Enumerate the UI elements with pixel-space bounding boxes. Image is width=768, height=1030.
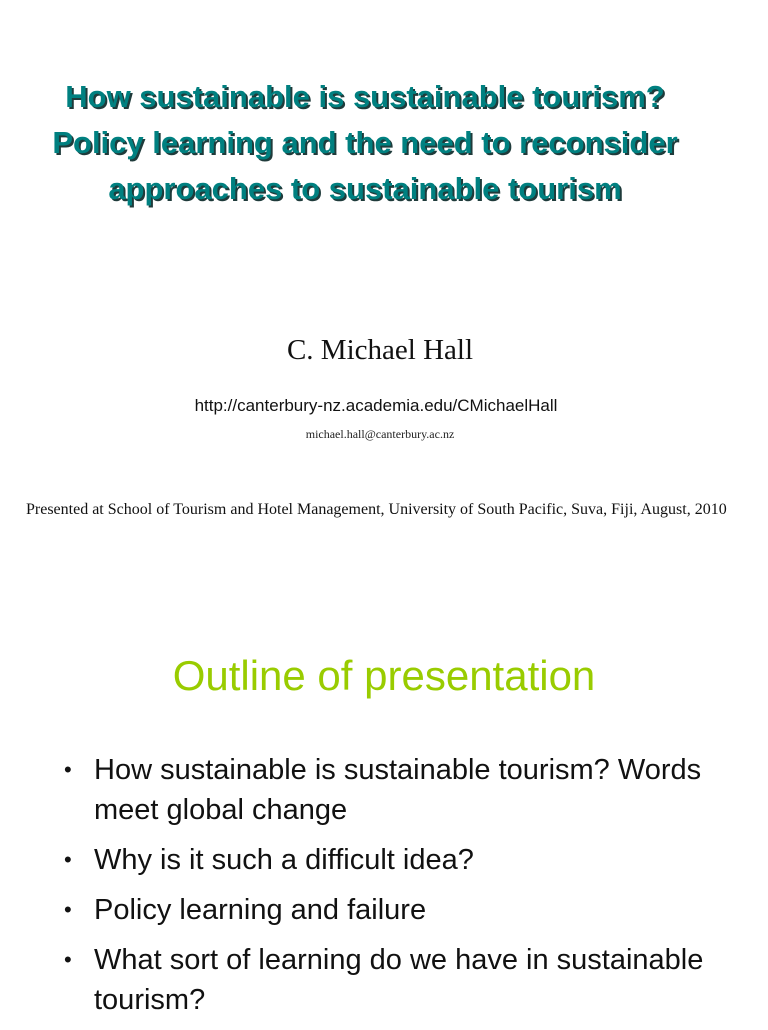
outline-list — [62, 750, 742, 1030]
presentation-title: How sustainable is sustainable tourism? Policy learning and the need to reconsider approaches to sustainable tourism — [52, 79, 678, 206]
list-item — [62, 890, 742, 930]
outline-slide — [0, 600, 768, 1024]
author-email[interactable]: michael.hall@canterbury.ac.nz — [305, 427, 455, 441]
list-item — [62, 940, 742, 1020]
list-item — [62, 840, 742, 880]
bullet-icon: • — [64, 757, 72, 782]
list-item-text: Policy learning and failure — [94, 894, 427, 926]
presented-at-note: Presented at School of Tourism and Hotel Management, University of South Pacific, Suva, Fiji, August, 2010 — [26, 501, 727, 518]
outline-title: Outline of presentation — [172, 652, 596, 699]
list-item-text: What sort of learning do we have in sustainable tourism? — [94, 944, 704, 1016]
list-item — [62, 750, 742, 830]
bullet-icon: • — [64, 947, 72, 972]
author-name: C. Michael Hall — [286, 334, 474, 366]
author-url[interactable]: http://canterbury-nz.academia.edu/CMichaelHall — [194, 396, 558, 415]
bullet-icon: • — [64, 897, 72, 922]
list-item-text: How sustainable is sustainable tourism? Words meet global change — [94, 754, 702, 826]
bullet-icon: • — [64, 847, 72, 872]
list-item-text: Why is it such a difficult idea? — [94, 844, 474, 876]
